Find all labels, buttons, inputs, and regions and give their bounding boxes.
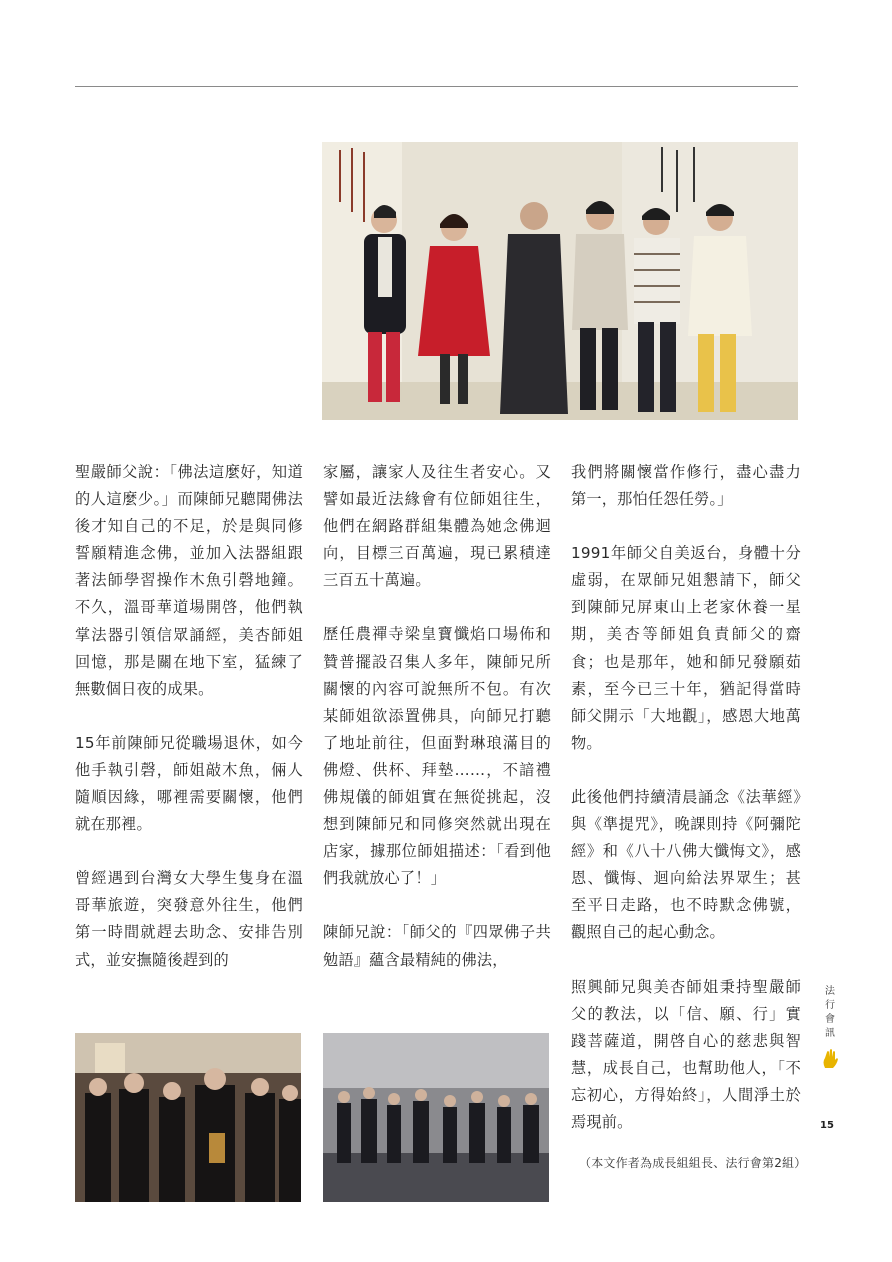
brand-char: 會 <box>825 1014 835 1025</box>
brand-char: 行 <box>825 1000 835 1011</box>
paragraph: 歷任農禪寺梁皇寶懺焰口場佈和贊普擺設召集人多年，陳師兄所關懷的內容可說無所不包。有次某師姐欲添置佛具，向師兄打聽了地址前往，但面對琳琅滿目的佛燈、供杯、拜墊……，不諳禮佛規儀的師姐實在無從挑起，沒想到陳師兄和同修突然就出現在店家，據那位師姐描述：「看到他們我就放心了！」 <box>323 625 551 888</box>
paragraph: 聖嚴師父說：「佛法這麼好，知道的人這麼少。」而陳師兄聽聞佛法後才知自己的不足，於是與同修誓願精進念佛，並加入法器組跟著法師學習操作木魚引磬地鐘。不久，溫哥華道場開啓，他們執掌法器引領信眾誦經，美杏師姐回憶，那是關在地下室，猛練了無數個日夜的成果。 <box>75 463 303 698</box>
ritual-photo-left <box>75 1033 301 1202</box>
ritual-photo-right <box>323 1033 549 1202</box>
paragraph: 1991年師父自美返台，身體十分虛弱，在眾師兄姐懇請下，師父到陳師兄屏東山上老家休養一星期，美杏等師姐負責師父的齋食；也是那年，她和師兄發願茹素，至今已三十年，猶記得當時師父開示「大地觀」，感恩大地萬物。 <box>571 544 801 752</box>
top-rule <box>75 86 798 87</box>
brand-char: 訊 <box>825 1028 835 1039</box>
paragraph: 我們將關懷當作修行，盡心盡力第一，那怕任怨任勞。」 <box>571 463 801 509</box>
paragraph: 此後他們持續清晨誦念《法華經》與《準提咒》，晚課則持《阿彌陀經》和《八十八佛大懺悔文》，感恩、懺悔、迴向給法界眾生；甚至平日走路，也不時默念佛號，觀照自己的起心動念。 <box>571 787 801 942</box>
group-photo <box>322 142 798 420</box>
hand-icon <box>822 1049 838 1069</box>
brand-char: 法 <box>825 986 835 997</box>
paragraph: 照興師兄與美杏師姐秉持聖嚴師父的教法，以「信、願、行」實踐菩薩道，開啓自心的慈悲與智慧，成長自己，也幫助他人，「不忘初心，方得始終」，人間淨土於焉現前。 <box>571 977 801 1131</box>
author-note: （本文作者為成長組組長、法行會第2組） <box>579 1156 807 1171</box>
article-column-3 <box>571 459 807 1172</box>
paragraph: 曾經遇到台灣女大學生隻身在溫哥華旅遊，突發意外往生，他們第一時間就趕去助念、安排告別式，並安撫隨後趕到的 <box>75 869 303 969</box>
paragraph: 家屬，讓家人及往生者安心。又譬如最近法緣會有位師姐往生，他們在網路群組集體為她念佛迴向，目標三百萬遍，現已累積達三百五十萬遍。 <box>323 463 551 590</box>
page-number: 15 <box>820 1120 834 1131</box>
magazine-brand <box>818 985 842 1069</box>
paragraph: 15年前陳師兄從職場退休，如今他手執引磬，師姐敲木魚，倆人隨順因緣，哪裡需要關懷，他們就在那裡。 <box>75 733 303 834</box>
article-column-2 <box>323 459 551 1001</box>
paragraph: 陳師兄說：「師父的『四眾佛子共勉語』蘊含最精純的佛法， <box>323 923 551 969</box>
article-column-1 <box>75 459 303 1001</box>
